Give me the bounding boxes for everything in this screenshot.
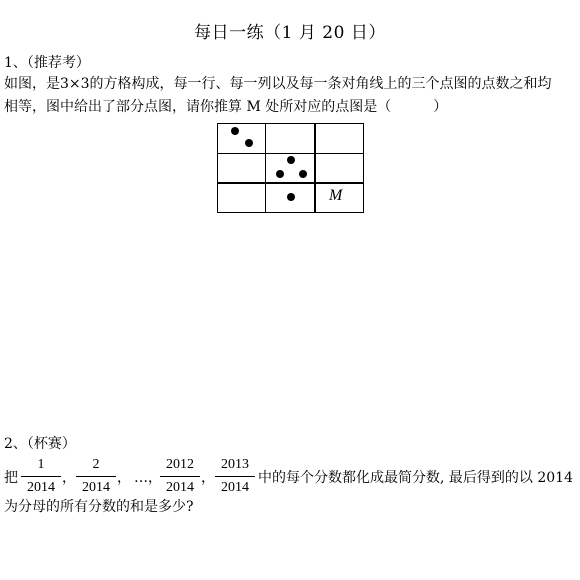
grid-cell-r3c2 [265, 182, 316, 213]
grid-cell-r2c2 [265, 153, 316, 184]
grid-dot [245, 139, 253, 147]
question-1-header: 1、（推荐考） [4, 55, 90, 71]
question-2-text-line-1 [4, 455, 580, 499]
comma: ， [62, 470, 76, 486]
fraction-4-denominator: 2014 [221, 480, 249, 495]
question-1-text-line-2: 相等，图中给出了部分点图，请你推算 M 处所对应的点图是（ ） [4, 99, 448, 115]
grid-dot [231, 127, 239, 135]
question-2-prefix: 把 [4, 470, 18, 486]
question-2-text-line-2: 为分母的所有分数的和是多少? [4, 499, 194, 515]
grid-dot [287, 156, 295, 164]
question-1-text-line-1: 如图，是3×3的方格构成，每一行、每一列以及每一条对角线上的三个点图的点数之和均 [4, 76, 552, 92]
fraction-2-denominator: 2014 [82, 480, 110, 495]
fraction-1-numerator: 1 [37, 457, 45, 472]
grid-cell-r2c1 [217, 153, 266, 184]
fraction-bar [160, 476, 200, 477]
fraction-4-numerator: 2013 [221, 457, 249, 472]
fraction-3 [160, 455, 200, 498]
question-2-suffix: 中的每个分数都化成最简分数, 最后得到的以 2014 [258, 470, 573, 486]
fraction-bar [215, 476, 255, 477]
fraction-3-denominator: 2014 [166, 480, 194, 495]
grid-cell-r1c1 [217, 123, 266, 154]
grid-cell-r2c3 [314, 153, 364, 184]
fraction-2 [76, 455, 116, 498]
page-title: 每日一练（1 月 20 日） [194, 23, 386, 43]
ellipsis: …， [134, 470, 162, 486]
grid-dot [276, 170, 284, 178]
question-2-header: 2、（杯赛） [4, 436, 76, 452]
fraction-1 [21, 455, 61, 498]
grid-cell-r3c1 [217, 182, 266, 213]
fraction-1-denominator: 2014 [27, 480, 55, 495]
fraction-bar [76, 476, 116, 477]
grid-dot [299, 170, 307, 178]
fraction-2-numerator: 2 [92, 457, 100, 472]
magic-square-grid [217, 123, 364, 213]
comma: ， [117, 470, 131, 486]
grid-cell-r1c3 [314, 123, 364, 154]
fraction-bar [21, 476, 61, 477]
grid-dot [287, 193, 295, 201]
grid-cell-r3c3 [314, 182, 364, 213]
comma: ， [201, 470, 215, 486]
fraction-3-numerator: 2012 [166, 457, 194, 472]
fraction-4 [215, 455, 255, 498]
grid-cell-r1c2 [265, 123, 316, 154]
grid-m-label: M [329, 187, 343, 204]
